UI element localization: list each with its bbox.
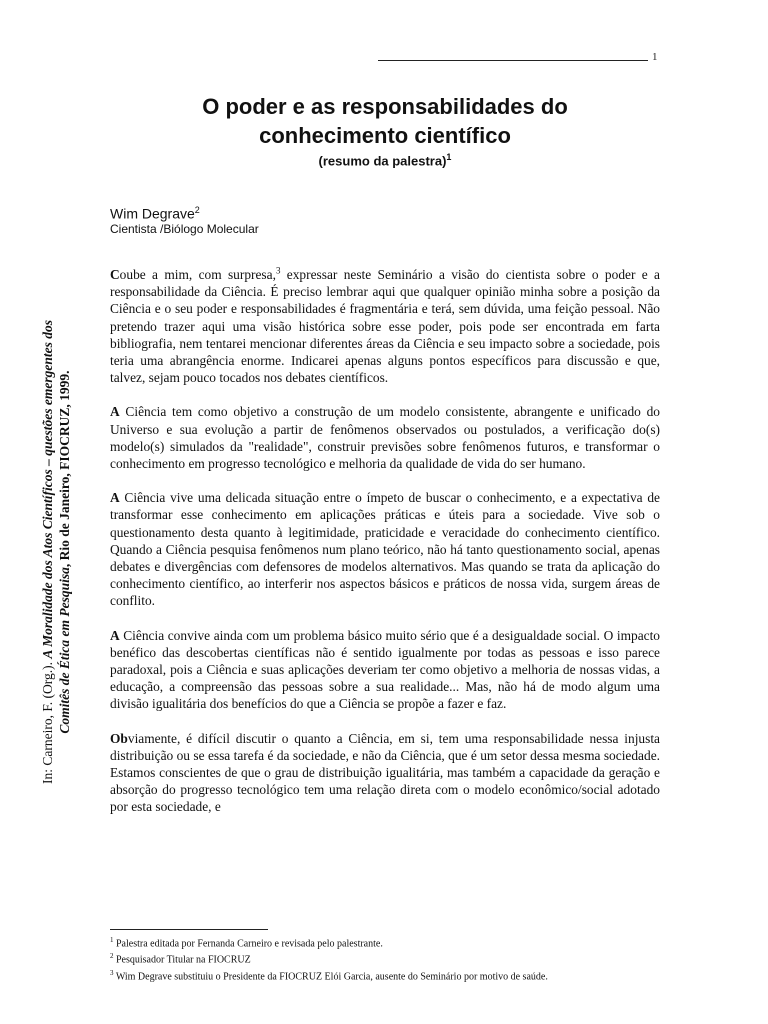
footnote-2-text: Pesquisador Titular na FIOCRUZ: [113, 954, 251, 966]
paragraph-3: [110, 489, 660, 609]
paragraph-1-footnote-ref: 3: [275, 265, 281, 276]
side-citation-line-1: [39, 252, 56, 852]
subtitle: [110, 152, 660, 168]
title-line-1: O poder e as responsabilidades do: [202, 94, 568, 119]
paragraph-5: [110, 730, 660, 816]
page-title: [110, 92, 660, 150]
author-footnote-ref: 2: [194, 205, 200, 215]
subtitle-text: (resumo da palestra): [318, 153, 447, 169]
subtitle-footnote-ref: 1: [446, 152, 452, 162]
paragraph-2: [110, 403, 660, 472]
article-body: [110, 266, 660, 833]
paragraph-3-lead: A: [110, 490, 120, 506]
footnote-3: [110, 967, 660, 983]
author-name-text: Wim Degrave: [110, 205, 195, 222]
paragraph-1-lead: C: [110, 267, 120, 282]
footnote-3-text: Wim Degrave substituiu o Presidente da FIOCRUZ Elói Garcia, ausente do Seminário por motivo de saúde.: [113, 970, 548, 982]
paragraph-4-text: Ciência convive ainda com um problema básico muito sério que é a desigualdade social. O impacto benéfico das descobertas científicas não é sentido igualmente por todas as pessoas e isso parece paradoxal, pois a Ciência e suas aplicações deveriam ter como objetivo a melhoria de nossas vidas, a educação, a compreensão das pessoas sobre a sua realidade... Mas, não há de modo algum uma divisão igualitária dos benefícios do que a Ciência se propõe a fazer e faz.: [110, 627, 660, 712]
footnote-3-num: 3: [110, 968, 114, 977]
side-citation-title: A Moralidade dos Atos Científicos – questões emergentes dos: [40, 320, 55, 659]
paragraph-1-text-a: oube a mim, com surpresa,: [119, 267, 276, 282]
footnote-2-num: 2: [110, 952, 114, 961]
paragraph-1-text-b: expressar neste Seminário a visão do cientista sobre o poder e a responsabilidade da Ciência. É preciso lembrar aqui que qualquer opinião minha sobre a posição da Ciência e o seu poder e responsabilidades é fragmentária e terá, sem dúvida, uma feição pessoal. Não pretendo trazer aqui uma visão histórica sobre esse poder, pois pode ser encontrada em farta bibliografia, nem tentarei mencionar diferentes áreas da Ciência e seu impacto sobre a sociedade, pois teria uma abrangência enorme. Indicarei apenas alguns pontos específicos para discussão e que, talvez, sejam pouco tocados nos debates científicos.: [110, 267, 660, 386]
page-number: 1: [652, 51, 658, 63]
paragraph-4: [110, 627, 660, 713]
footnote-1-num: 1: [110, 936, 114, 944]
paragraph-4-lead: A: [110, 627, 120, 643]
footnote-1-text: Palestra editada por Fernanda Carneiro e revisada pelo palestrante.: [113, 938, 383, 950]
paragraph-5-lead: Ob: [110, 730, 128, 746]
paragraph-3-text: Ciência vive uma delicada situação entre o ímpeto de buscar o conhecimento, e a expectativa de transformar esse conhecimento em aplicações práticas e úteis para a sociedade. Vive sob o questionamento desta quanto à legitimidade, praticidade e veracidade do conhecimento científico. Quando a Ciência pesquisa fenômenos num plano teórico, não há tanto questionamento social, apenas debates e divergências com defensores de modelos alternativos. Mas quando se trata da aplicação do conhecimento científico, ao interferir nos aspectos básicos e práticos de nossa vida, surgem áreas de conflito.: [110, 490, 660, 609]
paragraph-5-text: viamente, é difícil discutir o quanto a Ciência, em si, tem uma responsabilidade nessa injusta distribuição ou se essa tarefa é da sociedade, e não da Ciência, que é um setor dessa mesma sociedade. Estamos conscientes de que o grau de distribuição igualitária, mas também a capacidade da geração e absorção do progresso tecnológico tem uma relação direta com o modelo econômico/social adotado por esta sociedade, e: [110, 730, 660, 815]
title-line-2: conhecimento científico: [259, 123, 511, 148]
paragraph-1: [110, 266, 660, 386]
footnote-rule: [110, 929, 268, 930]
side-citation-title-cont: Comitês de Ética em Pesquisa: [57, 567, 72, 734]
side-citation-line-2: [56, 252, 73, 852]
footnote-2: [110, 950, 660, 966]
paragraph-2-lead: A: [110, 404, 120, 420]
header-rule: [378, 60, 648, 61]
author-affiliation: Cientista /Biólogo Molecular: [110, 222, 259, 236]
author-name: [110, 205, 200, 222]
footnote-1: [110, 934, 660, 950]
footnotes: [110, 934, 660, 983]
paragraph-2-text: Ciência tem como objetivo a construção de um modelo consistente, abrangente e unificado do Universo e sua evolução a partir de fenômenos observados ou postulados, a verificação do(s) modelo(s) simulados da "realidade", construir previsões sobre fenômenos futuros, e transformar o conhecimento em progresso tecnológico e melhoria da qualidade de vida do ser humano.: [110, 404, 660, 472]
side-citation-publisher: , Rio de Janeiro, FIOCRUZ, 1999.: [57, 370, 72, 568]
side-citation: [39, 252, 73, 852]
side-citation-author: In: Carneiro, F. (Org.).: [40, 658, 55, 784]
